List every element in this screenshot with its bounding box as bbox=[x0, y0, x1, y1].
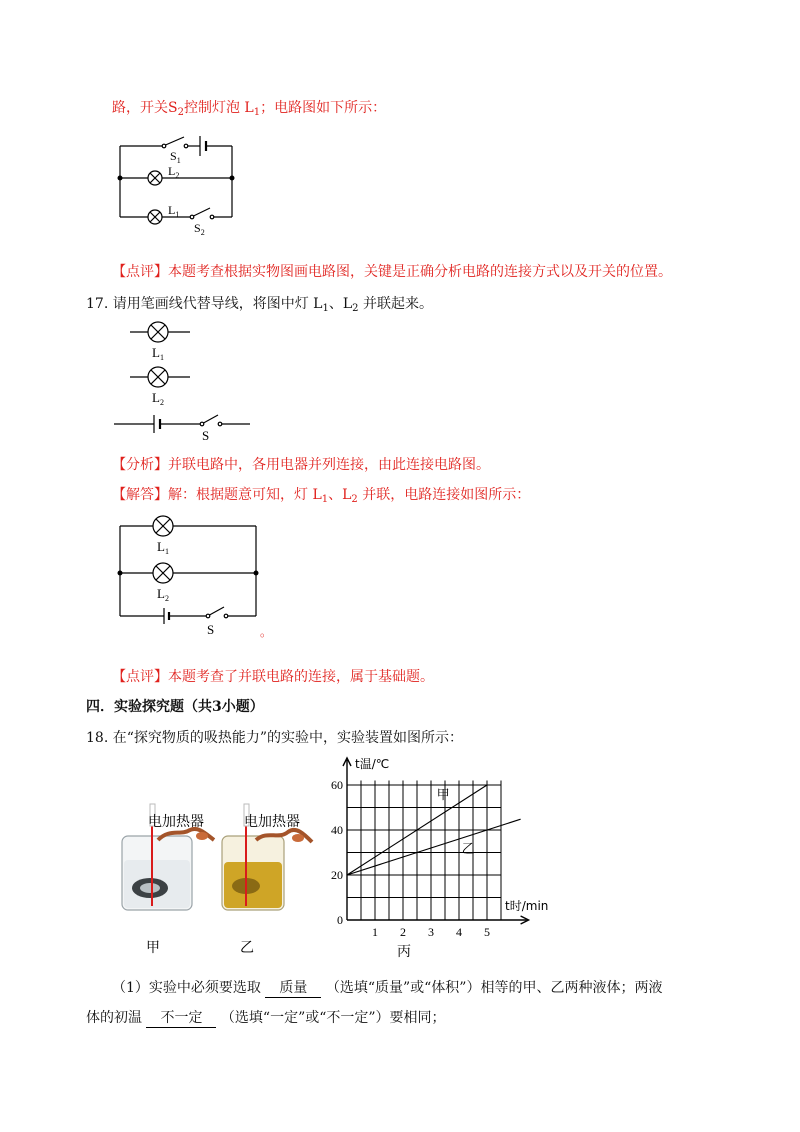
label-l1: L bbox=[152, 345, 160, 360]
label-l1: L bbox=[157, 539, 165, 554]
blank-1: 质量 bbox=[265, 979, 321, 998]
answer-period: 。 bbox=[260, 625, 273, 639]
x-axis-label: t时/min bbox=[505, 899, 549, 913]
series-line-yi bbox=[347, 819, 521, 875]
x-tick-label: 3 bbox=[428, 925, 434, 939]
q18-part1-line1: （1）实验中必须要选取 质量 （选填“质量”或“体积”）相等的甲、乙两种液体；两液 bbox=[112, 980, 663, 996]
label-yi: 乙 bbox=[240, 940, 254, 956]
svg-text:L2: $L_2$ bbox=[152, 390, 164, 407]
label-jia: 甲 bbox=[146, 940, 160, 956]
svg-text:L1: $L_1$ bbox=[168, 203, 180, 219]
question-17: 17. 请用笔画线代替导线，将图中灯 $L_1$、$L_2$ 并联起来。 bbox=[86, 296, 433, 314]
label-s2: S bbox=[194, 221, 201, 235]
svg-text:S2: $S_2$ bbox=[194, 221, 205, 237]
temperature-graph-svg bbox=[325, 752, 549, 962]
heater-label-jia: 电加热器 bbox=[148, 814, 204, 830]
y-tick-label: 0 bbox=[337, 913, 343, 927]
temperature-graph bbox=[325, 752, 549, 962]
label-s: S bbox=[202, 428, 210, 443]
q18-part1-line2: 体的初温 不一定 （选填“一定”或“不一定”）要相同； bbox=[86, 1010, 446, 1026]
svg-text:S1: $S_1$ bbox=[170, 149, 181, 165]
y-tick-label: 20 bbox=[331, 868, 343, 882]
label-bing: 丙 bbox=[397, 944, 411, 960]
components-q17-svg bbox=[110, 316, 270, 446]
y-tick-label: 40 bbox=[331, 823, 343, 837]
heater-label-yi: 电加热器 bbox=[244, 814, 300, 830]
beakers-figure bbox=[110, 800, 330, 960]
circuit-diagram-q16 bbox=[110, 124, 250, 236]
circuit-q16-svg bbox=[110, 124, 250, 236]
label-l2: L bbox=[152, 390, 160, 405]
label-l2: L bbox=[157, 586, 165, 601]
analysis-q17: 【分析】并联电路中，各用电器并列连接，由此连接电路图。 bbox=[112, 457, 490, 473]
answer-circuit-svg bbox=[110, 510, 280, 640]
answer-circuit-q17 bbox=[110, 510, 280, 640]
question-18: 18. 在“探究物质的吸热能力”的实验中，实验装置如图所示： bbox=[86, 730, 464, 746]
blank-2: 不一定 bbox=[146, 1009, 216, 1028]
label-l2: L bbox=[168, 164, 176, 178]
comment-q17: 【点评】本题考查了并联电路的连接，属于基础题。 bbox=[112, 669, 434, 685]
svg-text:L2: $L_2$ bbox=[157, 586, 169, 603]
answer-q17: 【解答】解：根据题意可知，灯 $L_1$、$L_2$ 并联，电路连接如图所示： bbox=[112, 487, 531, 505]
components-diagram-q17 bbox=[110, 316, 270, 446]
x-tick-label: 1 bbox=[372, 925, 378, 939]
beakers-svg bbox=[110, 800, 330, 960]
label-s: S bbox=[207, 622, 215, 637]
svg-text:L1: $L_1$ bbox=[157, 539, 169, 556]
x-tick-label: 4 bbox=[456, 925, 462, 939]
q16-tail-line: 路，开关$S_2$控制灯泡 $L_1$；电路图如下所示： bbox=[112, 100, 387, 118]
svg-text:L1: $L_1$ bbox=[152, 345, 164, 362]
y-axis-label: t温/℃ bbox=[355, 757, 390, 771]
comment-q16: 【点评】本题考查根据实物图画电路图，关键是正确分析电路的连接方式以及开关的位置。 bbox=[112, 264, 672, 280]
series-label-jia: 甲 bbox=[436, 788, 450, 803]
y-tick-label: 60 bbox=[331, 778, 343, 792]
label-l1: L bbox=[168, 203, 176, 217]
section-4-title: 四．实验探究题（共3小题） bbox=[86, 699, 264, 715]
label-s1: S bbox=[170, 149, 177, 163]
x-tick-label: 2 bbox=[400, 925, 406, 939]
x-tick-label: 5 bbox=[484, 925, 490, 939]
svg-text:L2: $L_2$ bbox=[168, 164, 180, 180]
series-label-yi: 乙 bbox=[461, 842, 475, 857]
